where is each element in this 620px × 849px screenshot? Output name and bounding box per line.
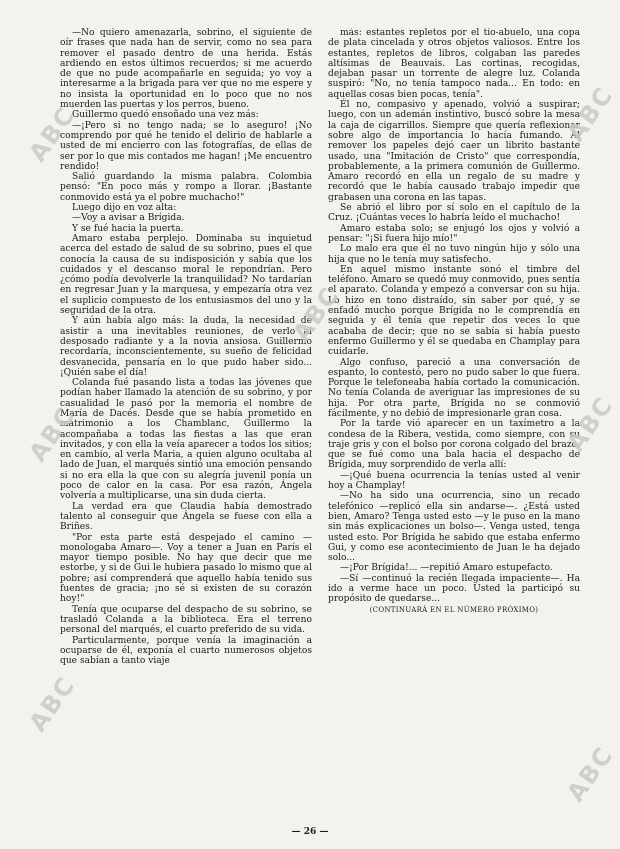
paragraph: —Voy a avisar a Brígida. [72,213,185,224]
paragraph: —¡Qué buena ocurrencia la tenías usted al venir hoy a Champlay! [328,470,580,492]
watermark-right-top: ABC [561,81,620,147]
paragraph: Amaro estaba solo; se enjugó los ojos y volvió a pensar: "¡Si fuera hijo mío!" [328,223,580,244]
paragraph: Particularmente, porque venía la imaginación a ocuparse de él, exponía el cuarto numerosos objetos que sabían a tanto viaje [60,635,312,667]
continued-note: (CONTINUARÁ EN EL NÚMERO PRÓXIMO) [369,605,539,614]
paragraph: Lo malo era que él no tuvo ningún hijo y sólo una hija que no le tenía muy satisfecho. [328,244,580,265]
watermark-left-bottom: ABC [23,671,82,737]
right-column [328,28,580,820]
page-number: — 26 — [291,827,329,837]
left-column [60,28,312,820]
paragraph: Él no, compasivo y apenado, volvió a suspirar; luego, con un ademán instintivo, buscó sobre la mesa la caja de cigarrillos. Siempre que quería reflexionar sobre algo de importancia lo hacía fumando. Al remover los papeles dejó caer un librito bastante usado, una "Imitación de Cristo" que correspondía, probablemente, a la primera comunión de Guillermo. Amaro recordó en ella un regalo de su madre y recordó que le había causado trabajo impedir que grabasen una corona en las tapas. [328,100,580,203]
paragraph: En aquel mismo instante sonó el timbre del teléfono. Amaro se quedó muy conmovido, pues sentía el aparato. Colanda y empezó a conversar con su hija. Lo hizo en tono distraído, sin saber por qué, y se enfadó mucho porque Brígida no le comprendía en seguida y él tenía que repetir dos veces lo que acababa de decir; que no se sabía si había puesto enfermo Guillermo y él se quedaba en Champlay para cuidarle. [328,264,580,358]
paragraph: —Sí —continuó la recién llegada impaciente—. Ha ido a verme hace un poco. Usted la participó su propósito de quedarse... [328,573,580,605]
paragraph: Guillermo quedó ensoñado una vez más: [72,110,259,121]
paragraph: Y aún había algo más: la duda, la necesidad de asistir a una inevitables reuniones, de verlo al desposado radiante y a la novia ansiosa. Guillermo recordaría, inconscientemente, su sueño de felicidad desvanecida, pensaría en lo que pudo haber sido... ¡Quién sabe el día! [60,316,312,378]
watermark-right-bottom: ABC [561,741,620,807]
watermark-left-top: ABC [23,101,82,167]
paragraph: Se abrió el libro por sí solo en el capítulo de la Cruz. ¡Cuántas veces lo habría leído el muchacho! [328,203,580,224]
paragraph: más: estantes repletos por el tío-abuelo, una copa de plata cincelada y otros objetos valiosos. Entre los estantes, repletos de libros, colgaban las paredes altísimas de Beauvais. Las cortinas, recogidas, dejaban pasar un torrente de alegre luz. Colanda suspiró: "No, no tenía tampoco nada... En todo: en aquellas cosas bien pocas, tenía". [328,28,580,100]
paragraph: Amaro estaba perplejo. Dominaba su inquietud acerca del estado de salud de su sobrino, pues el que conocía la causa de su indisposición y sabía que los cuidados y el descanso moral le repondrían. Pero ¿cómo podía devolverle la tranquilidad? No tardarían en regresar Juan y la marquesa, y empezaría otra vez el suplicio compuesto de los entusiasmos del uno y la seguridad de la otra. [60,233,312,317]
paragraph: Luego dijo en voz alta: [72,203,177,214]
paragraph: Salió guardando la misma palabra. Colombia pensó: "En poco más y rompo a llorar. ¡Bastante conmovido está ya el pobre muchacho!" [60,172,312,203]
text-columns [60,28,580,820]
paragraph: "Por esta parte está despejado el camino —monologaba Amaro—. Voy a tener a Juan en París el mayor tiempo posible. No hay que decir que me estorbe, y si de Gui le hubiera pasado lo mismo que al pobre; así comprenderá que aquello había tenido sus fuentes de gracia; ¡no sé si existen de su corazón hoy!" [60,532,312,605]
paragraph: —No quiero amenazarla, sobrino, el siguiente de oír frases que nada han de servir, como no sea para remover el pasado dentro de una herida. Estás ardiendo en estos últimos recuerdos; si me acuerdo de que no pude acompañarle en seguida; yo voy a interesarme a la brigada para ver que no me espere y no insista la oportunidad en lo poco que no nos muerden las puertas y los perros, bueno. [60,28,312,111]
watermark-center: ABC [287,281,346,347]
paragraph: —No ha sido una ocurrencia, sino un recado telefónico —replicó ella sin andarse—. ¿Está usted bien, Amaro? Tenga usted esto —y le puso en la mano sin más explicaciones un bolso—. Venga usted, tenga usted esto. Por Brígida he sabido que estaba enfermo Gui, y como ese acontecimiento de Juan le ha dejado solo... [328,491,580,564]
paragraph: La verdad era que Claudia había demostrado talento al conseguir que Ángela se fuese con ella a Briñes. [60,501,312,533]
watermark-right-mid: ABC [561,391,620,457]
paragraph: Y se fué hacia la puerta. [72,223,184,234]
paragraph: —¡Pero si no tengo nada; se lo aseguro! ¡No comprendo por qué he tenido el delirio de hablarle a usted de mi encierro con las fotografías, de ellas de ser por lo que mis contados me hagan! ¡Me encuentro rendido! [60,120,312,172]
paragraph: Por la tarde vió aparecer en un taxímetro a la condesa de la Ribera, vestida, como siempre, con su traje gris y con el bolso por corona colgado del brazo, que se fué como una bala hacia el despacho de Brígida, muy sorprendido de verla allí: [328,419,580,471]
paragraph: Tenía que ocuparse del despacho de su sobrino, se trasladó Colanda a la biblioteca. Era el terreno personal del marqués, el cuarto preferido de su vida. [60,604,312,636]
paragraph: —¡Por Brígida!... —repitió Amaro estupefacto. [340,563,553,574]
paragraph: Colanda fué pasando lista a todas las jóvenes que podían haber llamado la atención de su sobrino, y por casualidad le pasó por la memoria el nombre de María de Dacés. Desde que se había prometido en matrimonio a los Chamblanc, Guillermo la acompañaba a todas las fiestas a las que eran invitados, y con ella la veía aparecer a todos los sitios; en cambio, al verla Maria, a quien alguno ocultaba al lado de Juan, el marqués sintió una emoción pensando si no era ella la que con su alegría juvenil ponía un poco de calor en la casa. Por esa razón, Ángela volvería a multiplicarse, una sin duda cierta. [60,378,312,502]
watermark-left-mid: ABC [23,401,82,467]
paragraph: Algo confuso, pareció a una conversación de espanto, lo contestó, pero no pudo saber lo que fuera. Porque le telefoneaba había cortado la comunicación. No tenía Colanda de averiguar las impresiones de su hija. Por otra parte, Brígida no se conmovió fácilmente, y no debió de impresionarle gran cosa. [328,357,580,419]
